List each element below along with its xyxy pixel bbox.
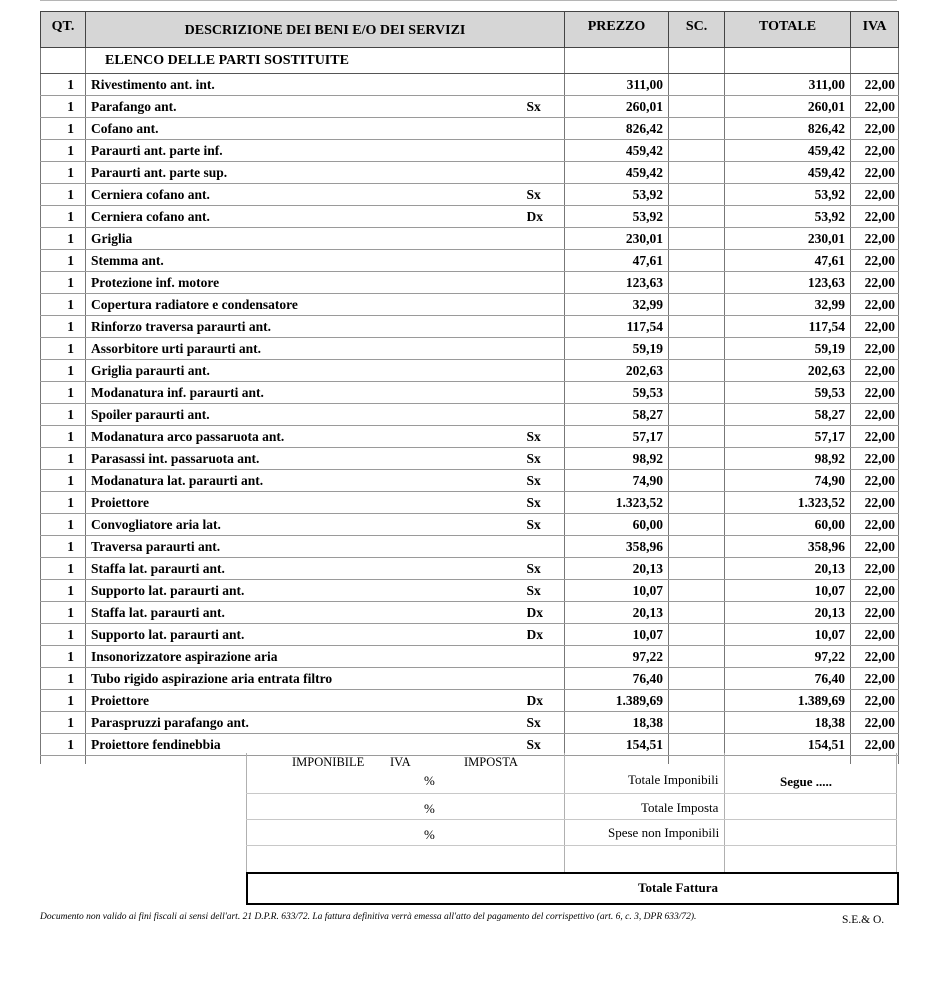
- side-cell: Sx: [527, 734, 565, 756]
- qt-cell: 1: [41, 558, 86, 580]
- totale-cell: 1.323,52: [725, 492, 851, 514]
- summary-divider: [724, 753, 725, 872]
- table-row: [41, 272, 899, 294]
- totale-fattura-label: Totale Fattura: [638, 880, 719, 895]
- sc-cell: [669, 316, 725, 338]
- totale-cell: 76,40: [725, 668, 851, 690]
- description-cell: Supporto lat. paraurti ant.: [86, 580, 527, 602]
- table-row: [41, 338, 899, 360]
- qt-cell: 1: [41, 294, 86, 316]
- qt-cell: 1: [41, 316, 86, 338]
- table-row: [41, 404, 899, 426]
- totale-cell: 459,42: [725, 162, 851, 184]
- totale-cell: 59,19: [725, 338, 851, 360]
- prezzo-cell: 311,00: [565, 74, 669, 96]
- qt-cell: 1: [41, 536, 86, 558]
- iva-cell: 22,00: [851, 162, 899, 184]
- description-cell: Rinforzo traversa paraurti ant.: [86, 316, 527, 338]
- sc-cell: [669, 382, 725, 404]
- iva-cell: 22,00: [851, 646, 899, 668]
- description-cell: Modanatura arco passaruota ant.: [86, 426, 527, 448]
- iva-cell: 22,00: [851, 382, 899, 404]
- description-cell: Rivestimento ant. int.: [86, 74, 527, 96]
- iva-cell: 22,00: [851, 272, 899, 294]
- table-row: [41, 206, 899, 228]
- sc-cell: [669, 646, 725, 668]
- sc-cell: [669, 162, 725, 184]
- side-cell: [527, 668, 565, 690]
- summary-rule: [246, 793, 897, 794]
- iva-label: IVA: [390, 755, 411, 769]
- description-cell: Paraspruzzi parafango ant.: [86, 712, 527, 734]
- description-cell: Modanatura lat. paraurti ant.: [86, 470, 527, 492]
- iva-cell: 22,00: [851, 206, 899, 228]
- summary-divider: [246, 753, 247, 872]
- table-row: [41, 162, 899, 184]
- prezzo-cell: 60,00: [565, 514, 669, 536]
- table-row: [41, 514, 899, 536]
- iva-cell: 22,00: [851, 404, 899, 426]
- description-cell: Convogliatore aria lat.: [86, 514, 527, 536]
- table-row: [41, 470, 899, 492]
- sc-cell: [669, 228, 725, 250]
- prezzo-cell: 1.323,52: [565, 492, 669, 514]
- sc-cell: [669, 470, 725, 492]
- description-cell: Paraurti ant. parte inf.: [86, 140, 527, 162]
- imponibile-label: IMPONIBILE: [292, 755, 365, 769]
- iva-cell: 22,00: [851, 96, 899, 118]
- sc-cell: [669, 118, 725, 140]
- side-cell: [527, 360, 565, 382]
- description-cell: Copertura radiatore e condensatore: [86, 294, 527, 316]
- sc-cell: [669, 602, 725, 624]
- sc-cell: [669, 140, 725, 162]
- totale-cell: 1.389,69: [725, 690, 851, 712]
- description-cell: Supporto lat. paraurti ant.: [86, 624, 527, 646]
- iva-cell: 22,00: [851, 250, 899, 272]
- sc-cell: [669, 448, 725, 470]
- sc-cell: [669, 712, 725, 734]
- totale-cell: 260,01: [725, 96, 851, 118]
- description-cell: Insonorizzatore aspirazione aria: [86, 646, 527, 668]
- legal-note: Documento non valido ai fini fiscali ai sensi dell'art. 21 D.P.R. 633/72. La fattura definitiva verrà emessa all'atto del pagamento del corrispettivo (art. 6, c. 3, DPR 633/72).: [40, 912, 697, 922]
- totale-cell: 826,42: [725, 118, 851, 140]
- iva-cell: 22,00: [851, 514, 899, 536]
- description-cell: Griglia: [86, 228, 527, 250]
- side-cell: Sx: [527, 514, 565, 536]
- qt-cell: 1: [41, 74, 86, 96]
- side-cell: Dx: [527, 690, 565, 712]
- section-row: [41, 48, 899, 74]
- totale-cell: 59,53: [725, 382, 851, 404]
- sc-cell: [669, 250, 725, 272]
- side-cell: Sx: [527, 96, 565, 118]
- qt-cell: 1: [41, 580, 86, 602]
- side-cell: [527, 74, 565, 96]
- iva-cell: 22,00: [851, 734, 899, 756]
- totale-cell: 459,42: [725, 140, 851, 162]
- prezzo-cell: 59,53: [565, 382, 669, 404]
- side-cell: [527, 404, 565, 426]
- description-cell: Parafango ant.: [86, 96, 527, 118]
- totale-cell: 47,61: [725, 250, 851, 272]
- summary-divider: [564, 753, 565, 872]
- iva-cell: 22,00: [851, 118, 899, 140]
- totale-cell: 98,92: [725, 448, 851, 470]
- side-cell: [527, 118, 565, 140]
- description-cell: Cerniera cofano ant.: [86, 206, 527, 228]
- table-row: [41, 360, 899, 382]
- iva-cell: 22,00: [851, 316, 899, 338]
- totale-cell: 58,27: [725, 404, 851, 426]
- description-cell: Paraurti ant. parte sup.: [86, 162, 527, 184]
- table-row: [41, 250, 899, 272]
- qt-cell: 1: [41, 690, 86, 712]
- table-row: [41, 382, 899, 404]
- prezzo-cell: 459,42: [565, 140, 669, 162]
- sc-cell: [669, 558, 725, 580]
- side-cell: Dx: [527, 624, 565, 646]
- qt-cell: 1: [41, 338, 86, 360]
- prezzo-cell: 826,42: [565, 118, 669, 140]
- totale-cell: 60,00: [725, 514, 851, 536]
- totale-cell: 18,38: [725, 712, 851, 734]
- table-row: [41, 184, 899, 206]
- description-cell: Cerniera cofano ant.: [86, 184, 527, 206]
- sc-cell: [669, 184, 725, 206]
- iva-cell: 22,00: [851, 558, 899, 580]
- sc-cell: [669, 272, 725, 294]
- prezzo-cell: 59,19: [565, 338, 669, 360]
- totale-cell: 202,63: [725, 360, 851, 382]
- table-row: [41, 448, 899, 470]
- table-row: [41, 96, 899, 118]
- table-row: [41, 690, 899, 712]
- table-row: [41, 558, 899, 580]
- summary-rule: [246, 845, 897, 846]
- table-row: [41, 118, 899, 140]
- side-cell: [527, 316, 565, 338]
- table-row: [41, 316, 899, 338]
- side-cell: Dx: [527, 206, 565, 228]
- prezzo-cell: 260,01: [565, 96, 669, 118]
- iva-cell: 22,00: [851, 426, 899, 448]
- prezzo-cell: 459,42: [565, 162, 669, 184]
- table-row: [41, 580, 899, 602]
- iva-cell: 22,00: [851, 140, 899, 162]
- table-row: [41, 624, 899, 646]
- summary-divider: [896, 753, 897, 872]
- prezzo-cell: 230,01: [565, 228, 669, 250]
- prezzo-cell: 117,54: [565, 316, 669, 338]
- side-cell: [527, 140, 565, 162]
- iva-cell: 22,00: [851, 712, 899, 734]
- totale-fattura-box: [246, 872, 899, 905]
- totale-cell: 20,13: [725, 602, 851, 624]
- qt-cell: 1: [41, 360, 86, 382]
- prezzo-cell: 202,63: [565, 360, 669, 382]
- prezzo-cell: 10,07: [565, 580, 669, 602]
- description-cell: Parasassi int. passaruota ant.: [86, 448, 527, 470]
- qt-cell: 1: [41, 382, 86, 404]
- totale-cell: 230,01: [725, 228, 851, 250]
- side-cell: [527, 162, 565, 184]
- iva-cell: 22,00: [851, 338, 899, 360]
- prezzo-cell: 32,99: [565, 294, 669, 316]
- qt-cell: 1: [41, 624, 86, 646]
- prezzo-cell: 47,61: [565, 250, 669, 272]
- prezzo-cell: 358,96: [565, 536, 669, 558]
- iva-cell: 22,00: [851, 492, 899, 514]
- totale-cell: 123,63: [725, 272, 851, 294]
- sc-cell: [669, 206, 725, 228]
- totale-cell: 53,92: [725, 184, 851, 206]
- column-header-prezzo: PREZZO: [565, 12, 669, 48]
- description-cell: Staffa lat. paraurti ant.: [86, 558, 527, 580]
- table-row: [41, 646, 899, 668]
- qt-cell: 1: [41, 602, 86, 624]
- prezzo-cell: 154,51: [565, 734, 669, 756]
- table-row: [41, 668, 899, 690]
- side-cell: Dx: [527, 602, 565, 624]
- prezzo-cell: 18,38: [565, 712, 669, 734]
- section-title: ELENCO DELLE PARTI SOSTITUITE: [86, 48, 565, 74]
- qt-cell: 1: [41, 228, 86, 250]
- totale-cell: 311,00: [725, 74, 851, 96]
- description-cell: Cofano ant.: [86, 118, 527, 140]
- description-cell: Proiettore fendinebbia: [86, 734, 527, 756]
- qt-cell: 1: [41, 206, 86, 228]
- iva-cell: 22,00: [851, 602, 899, 624]
- percent-sign: %: [424, 801, 435, 816]
- description-cell: Traversa paraurti ant.: [86, 536, 527, 558]
- totale-cell: 74,90: [725, 470, 851, 492]
- prezzo-cell: 1.389,69: [565, 690, 669, 712]
- prezzo-cell: 123,63: [565, 272, 669, 294]
- sc-cell: [669, 514, 725, 536]
- prezzo-cell: 57,17: [565, 426, 669, 448]
- iva-cell: 22,00: [851, 668, 899, 690]
- sc-cell: [669, 74, 725, 96]
- sc-cell: [669, 360, 725, 382]
- side-cell: [527, 294, 565, 316]
- qt-cell: 1: [41, 140, 86, 162]
- sc-cell: [669, 536, 725, 558]
- segue-value: Segue .....: [780, 774, 832, 789]
- tax-summary: [246, 753, 897, 872]
- side-cell: [527, 646, 565, 668]
- sc-cell: [669, 404, 725, 426]
- side-cell: Sx: [527, 580, 565, 602]
- totale-cell: 10,07: [725, 624, 851, 646]
- qt-cell: 1: [41, 492, 86, 514]
- sc-cell: [669, 580, 725, 602]
- side-cell: [527, 382, 565, 404]
- iva-cell: 22,00: [851, 448, 899, 470]
- description-cell: Modanatura inf. paraurti ant.: [86, 382, 527, 404]
- qt-cell: 1: [41, 250, 86, 272]
- prezzo-cell: 20,13: [565, 558, 669, 580]
- table-row: [41, 602, 899, 624]
- table-row: [41, 426, 899, 448]
- qt-cell: 1: [41, 712, 86, 734]
- totale-cell: 10,07: [725, 580, 851, 602]
- column-header-totale: TOTALE: [725, 12, 851, 48]
- side-cell: Sx: [527, 712, 565, 734]
- prezzo-cell: 20,13: [565, 602, 669, 624]
- iva-cell: 22,00: [851, 360, 899, 382]
- side-cell: Sx: [527, 492, 565, 514]
- side-cell: Sx: [527, 558, 565, 580]
- description-cell: Proiettore: [86, 690, 527, 712]
- iva-cell: 22,00: [851, 690, 899, 712]
- description-cell: Protezione inf. motore: [86, 272, 527, 294]
- spese-non-imponibili-label: Spese non Imponibili: [608, 825, 720, 840]
- side-cell: Sx: [527, 184, 565, 206]
- prezzo-cell: 74,90: [565, 470, 669, 492]
- iva-cell: 22,00: [851, 624, 899, 646]
- totale-cell: 154,51: [725, 734, 851, 756]
- sc-cell: [669, 624, 725, 646]
- side-cell: [527, 228, 565, 250]
- side-cell: Sx: [527, 426, 565, 448]
- iva-cell: 22,00: [851, 536, 899, 558]
- iva-cell: 22,00: [851, 228, 899, 250]
- top-rule: [40, 0, 897, 1]
- sc-cell: [669, 96, 725, 118]
- totale-cell: 358,96: [725, 536, 851, 558]
- description-cell: Tubo rigido aspirazione aria entrata filtro: [86, 668, 527, 690]
- description-cell: Proiettore: [86, 492, 527, 514]
- column-header-sc: SC.: [669, 12, 725, 48]
- prezzo-cell: 58,27: [565, 404, 669, 426]
- qt-cell: 1: [41, 96, 86, 118]
- iva-cell: 22,00: [851, 74, 899, 96]
- sc-cell: [669, 690, 725, 712]
- summary-rule: [246, 819, 897, 820]
- qt-cell: 1: [41, 448, 86, 470]
- prezzo-cell: 10,07: [565, 624, 669, 646]
- sc-cell: [669, 294, 725, 316]
- prezzo-cell: 97,22: [565, 646, 669, 668]
- totale-cell: 32,99: [725, 294, 851, 316]
- description-cell: Griglia paraurti ant.: [86, 360, 527, 382]
- signature: S.E.& O.: [842, 914, 885, 926]
- totale-imposta-label: Totale Imposta: [641, 800, 719, 815]
- side-cell: [527, 250, 565, 272]
- prezzo-cell: 53,92: [565, 206, 669, 228]
- description-cell: Assorbitore urti paraurti ant.: [86, 338, 527, 360]
- totale-cell: 53,92: [725, 206, 851, 228]
- table-row: [41, 536, 899, 558]
- table-row: [41, 712, 899, 734]
- side-cell: Sx: [527, 470, 565, 492]
- iva-cell: 22,00: [851, 294, 899, 316]
- table-row: [41, 140, 899, 162]
- qt-cell: 1: [41, 734, 86, 756]
- table-row: [41, 74, 899, 96]
- iva-cell: 22,00: [851, 470, 899, 492]
- imposta-label: IMPOSTA: [464, 755, 518, 769]
- percent-sign: %: [424, 827, 435, 842]
- side-cell: [527, 536, 565, 558]
- iva-cell: 22,00: [851, 580, 899, 602]
- qt-cell: 1: [41, 118, 86, 140]
- side-cell: [527, 272, 565, 294]
- side-cell: [527, 338, 565, 360]
- qt-cell: 1: [41, 668, 86, 690]
- column-header-iva: IVA: [851, 12, 899, 48]
- prezzo-cell: 53,92: [565, 184, 669, 206]
- qt-cell: 1: [41, 162, 86, 184]
- sc-cell: [669, 492, 725, 514]
- iva-cell: 22,00: [851, 184, 899, 206]
- sc-cell: [669, 426, 725, 448]
- table-row: [41, 228, 899, 250]
- qt-cell: 1: [41, 646, 86, 668]
- table-row: [41, 492, 899, 514]
- table-row: [41, 294, 899, 316]
- side-cell: Sx: [527, 448, 565, 470]
- totale-imponibili-label: Totale Imponibili: [628, 772, 719, 787]
- description-cell: Spoiler paraurti ant.: [86, 404, 527, 426]
- prezzo-cell: 98,92: [565, 448, 669, 470]
- percent-sign: %: [424, 773, 435, 788]
- qt-cell: 1: [41, 470, 86, 492]
- column-header-descrizione: DESCRIZIONE DEI BENI E/O DEI SERVIZI: [86, 12, 565, 48]
- sc-cell: [669, 338, 725, 360]
- invoice-table: [40, 11, 899, 764]
- description-cell: Stemma ant.: [86, 250, 527, 272]
- totale-cell: 117,54: [725, 316, 851, 338]
- table-header: [41, 12, 899, 48]
- totale-cell: 57,17: [725, 426, 851, 448]
- totale-cell: 97,22: [725, 646, 851, 668]
- prezzo-cell: 76,40: [565, 668, 669, 690]
- sc-cell: [669, 668, 725, 690]
- qt-cell: 1: [41, 514, 86, 536]
- qt-cell: 1: [41, 404, 86, 426]
- qt-cell: 1: [41, 272, 86, 294]
- column-header-qt: QT.: [41, 12, 86, 48]
- qt-cell: 1: [41, 184, 86, 206]
- description-cell: Staffa lat. paraurti ant.: [86, 602, 527, 624]
- totale-cell: 20,13: [725, 558, 851, 580]
- qt-cell: 1: [41, 426, 86, 448]
